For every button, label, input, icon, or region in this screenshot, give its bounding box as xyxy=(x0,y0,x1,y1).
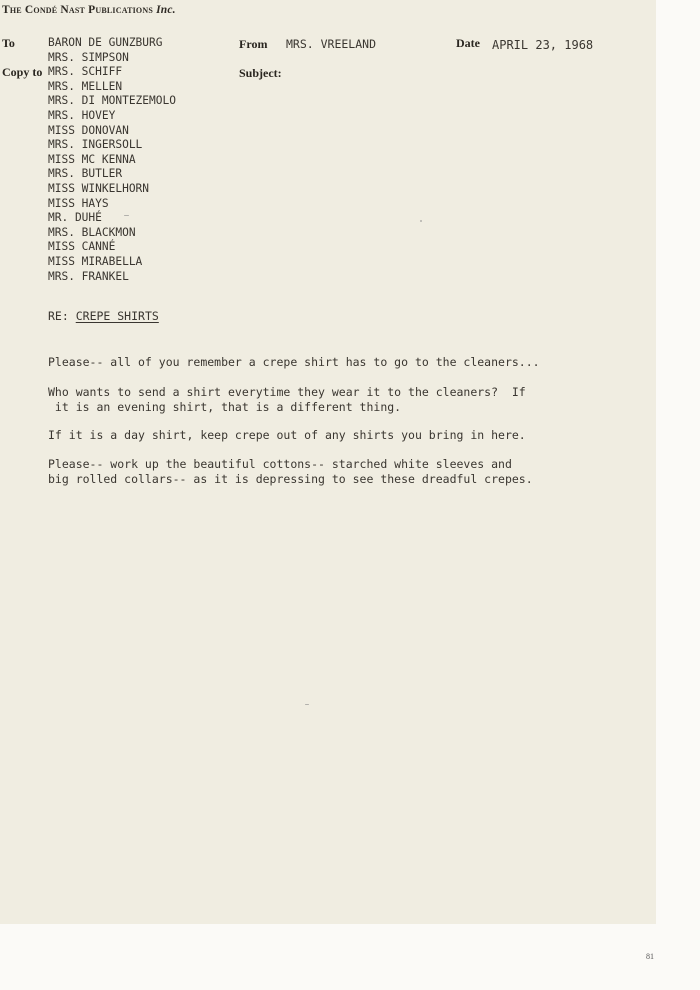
recipient-item: MRS. HOVEY xyxy=(48,108,116,122)
copy-to-label: Copy to xyxy=(2,65,43,79)
body-paragraph: If it is a day shirt, keep crepe out of any shirts you bring in here. xyxy=(48,428,526,442)
paper-speck xyxy=(420,220,422,222)
letterhead-company: The Condé Nast Publications xyxy=(2,4,153,16)
recipient-item: BARON DE GUNZBURG xyxy=(48,36,163,49)
recipient-item: MRS. SCHIFF xyxy=(48,65,123,79)
from-value: MRS. VREELAND xyxy=(286,37,377,51)
from-label: From xyxy=(239,37,268,51)
recipient-list xyxy=(48,36,176,284)
recipient-item: MRS. BUTLER xyxy=(48,167,123,181)
re-subject: CREPE SHIRTS xyxy=(75,309,159,323)
right-page-margin xyxy=(656,0,700,990)
recipient-item: MRS. INGERSOLL xyxy=(48,138,143,152)
body-paragraph: Please-- all of you remember a crepe shirt has to go to the cleaners... xyxy=(48,355,540,369)
re-prefix: RE: xyxy=(48,309,69,323)
subject-label: Subject: xyxy=(239,66,282,80)
recipient-item: MRS. MELLEN xyxy=(48,79,123,93)
body-paragraph: Who wants to send a shirt everytime they wear it to the cleaners? If it is an evening shirt, that is a different thing. xyxy=(48,385,526,414)
re-line xyxy=(48,309,159,323)
recipient-item: MRS. FRANKEL xyxy=(48,269,129,283)
recipient-item: MRS. BLACKMON xyxy=(48,225,136,239)
recipient-item: MISS HAYS xyxy=(48,196,109,210)
letterhead xyxy=(2,4,176,16)
recipient-item: MISS MC KENNA xyxy=(48,152,136,166)
recipient-item: MISS CANNÉ xyxy=(48,240,116,254)
bottom-page-margin xyxy=(0,924,700,990)
recipient-item: MRS. SIMPSON xyxy=(48,50,129,64)
date-value: APRIL 23, 1968 xyxy=(492,38,594,52)
to-label: To xyxy=(2,36,15,50)
recipient-item: MRS. DI MONTEZEMOLO xyxy=(48,94,176,108)
page-number: 81 xyxy=(646,952,654,961)
paper-speck xyxy=(305,704,309,705)
recipient-item: MISS WINKELHORN xyxy=(48,181,150,195)
date-label: Date xyxy=(456,36,480,50)
recipient-item: MR. DUHÉ xyxy=(48,211,102,225)
recipient-item: MISS DONOVAN xyxy=(48,123,129,137)
letterhead-suffix: Inc. xyxy=(156,4,176,16)
recipient-item: MISS MIRABELLA xyxy=(48,254,143,268)
paper-speck xyxy=(124,215,129,216)
body-paragraph: Please-- work up the beautiful cottons-- starched white sleeves and big rolled collars-- as it is depressing to see these dreadful crepes. xyxy=(48,457,533,486)
